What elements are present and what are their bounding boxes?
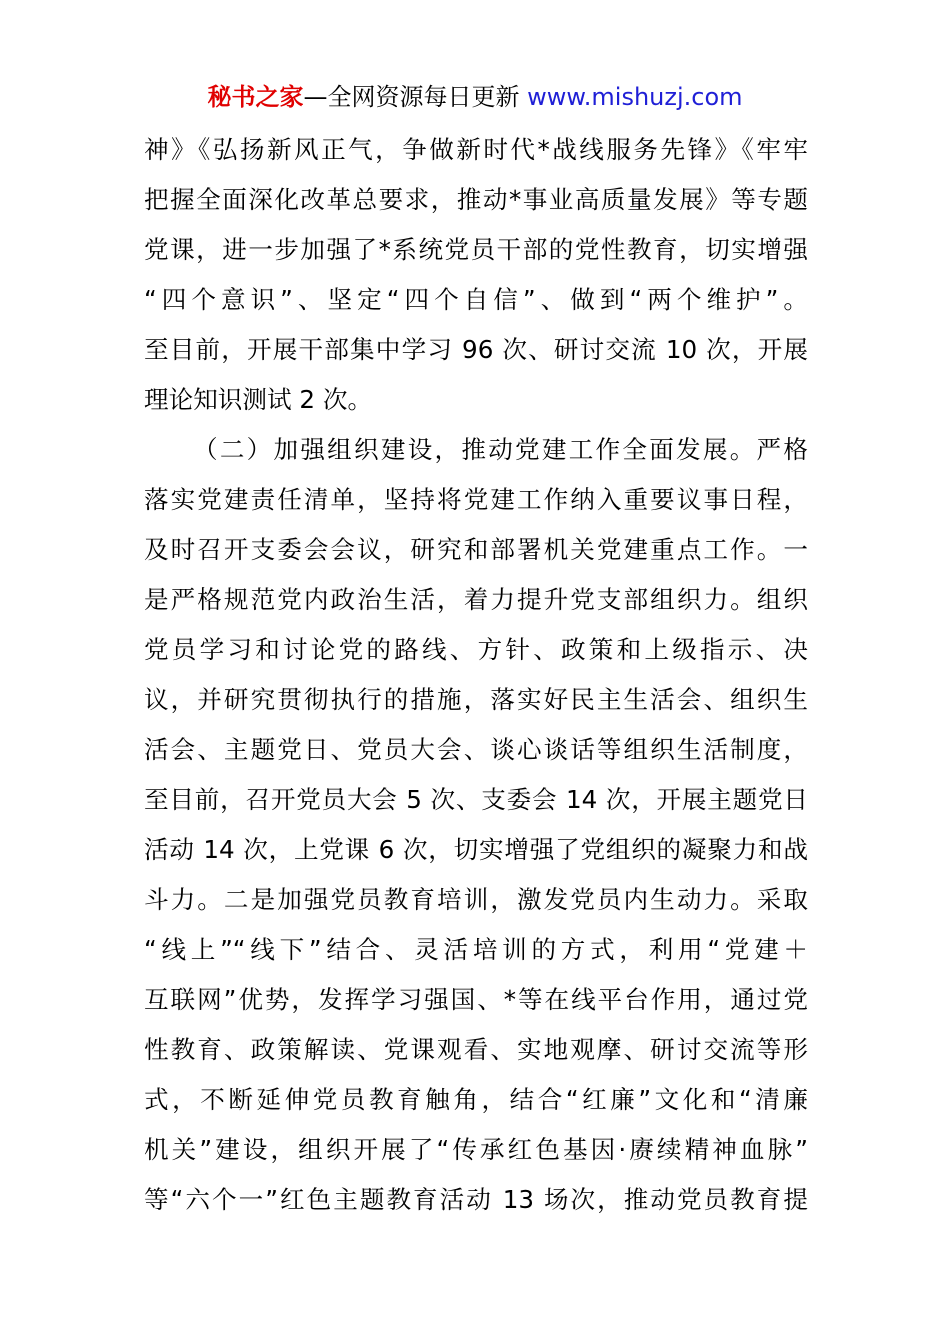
site-header [0, 80, 950, 114]
text-line: 性教育、政策解读、党课观看、实地观摩、研讨交流等形 [144, 1035, 808, 1064]
header-tagline: —全网资源每日更新 [303, 83, 520, 111]
text-line: 活会、主题党日、党员大会、谈心谈话等组织生活制度， [144, 735, 808, 764]
text-line: “四个意识”、坚定“四个自信”、做到“两个维护”。 [144, 285, 808, 314]
text-line: 互联网”优势，发挥学习强国、*等在线平台作用，通过党 [144, 985, 808, 1014]
body-text [144, 125, 808, 1225]
text-line: 落实党建责任清单，坚持将党建工作纳入重要议事日程， [144, 485, 808, 514]
brand-name: 秘书之家 [207, 83, 304, 111]
text-line: 及时召开支委会会议，研究和部署机关党建重点工作。一 [144, 535, 808, 564]
text-line: 活动 14 次，上党课 6 次，切实增强了党组织的凝聚力和战 [144, 835, 808, 864]
text-line: “线上”“线下”结合、灵活培训的方式，利用“党建＋ [144, 935, 808, 964]
text-line: 式，不断延伸党员教育触角，结合“红廉”文化和“清廉 [144, 1085, 808, 1114]
text-line: 机关”建设，组织开展了“传承红色基因·赓续精神血脉” [144, 1135, 808, 1164]
text-line: 党员学习和讨论党的路线、方针、政策和上级指示、决 [144, 635, 808, 664]
text-line: 把握全面深化改革总要求，推动*事业高质量发展》等专题 [144, 185, 808, 214]
text-line: 党课，进一步加强了*系统党员干部的党性教育，切实增强 [144, 235, 808, 264]
text-line: 神》《弘扬新风正气，争做新时代*战线服务先锋》《牢牢 [144, 135, 808, 164]
text-line: 至目前，召开党员大会 5 次、支委会 14 次，开展主题党日 [144, 785, 808, 814]
text-line: 是严格规范党内政治生活，着力提升党支部组织力。组织 [144, 585, 808, 614]
site-url-link[interactable]: www.mishuzj.com [527, 83, 743, 111]
text-line: （二）加强组织建设，推动党建工作全面发展。严格 [193, 435, 808, 464]
text-line: 等“六个一”红色主题教育活动 13 场次，推动党员教育提 [144, 1185, 808, 1214]
text-line: 至目前，开展干部集中学习 96 次、研讨交流 10 次，开展 [144, 335, 808, 364]
text-line: 理论知识测试 2 次。 [144, 385, 373, 414]
text-line: 议，并研究贯彻执行的措施，落实好民主生活会、组织生 [144, 685, 808, 714]
text-line: 斗力。二是加强党员教育培训，激发党员内生动力。采取 [144, 885, 808, 914]
